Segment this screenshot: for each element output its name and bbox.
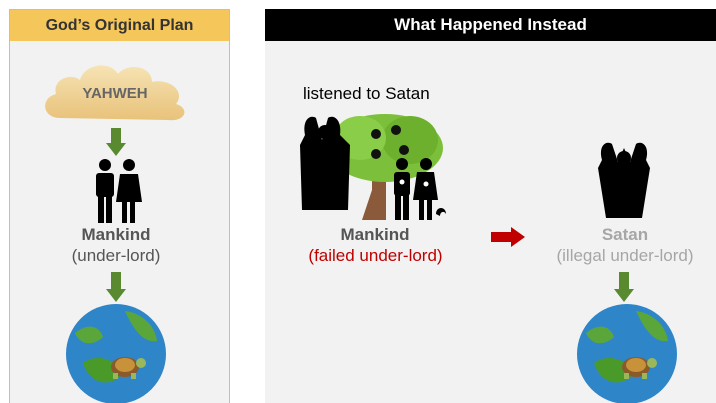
satan-label: Satan xyxy=(601,225,649,244)
mankind-label-left: Mankind xyxy=(81,225,151,244)
under-lord-label: (under-lord) xyxy=(71,246,161,265)
arrow-down-icon xyxy=(614,272,634,304)
what-happened-header: What Happened Instead xyxy=(265,9,716,41)
yahweh-label: YAHWEH xyxy=(82,85,148,102)
demon-icon xyxy=(598,138,650,220)
mankind-label-right: Mankind xyxy=(340,225,410,244)
listened-to-satan-label: listened to Satan xyxy=(303,84,430,103)
failed-under-lord-label: (failed under-lord) xyxy=(308,246,443,265)
arrow-down-icon xyxy=(106,272,126,304)
arrow-right-icon xyxy=(491,227,527,247)
temptation-scene xyxy=(300,110,455,225)
people-icon xyxy=(92,158,144,224)
original-plan-header: God’s Original Plan xyxy=(10,10,229,41)
earth-icon xyxy=(65,303,167,403)
arrow-down-icon xyxy=(106,128,126,158)
earth-icon xyxy=(576,303,678,403)
illegal-under-lord-label: (illegal under-lord) xyxy=(556,246,694,265)
